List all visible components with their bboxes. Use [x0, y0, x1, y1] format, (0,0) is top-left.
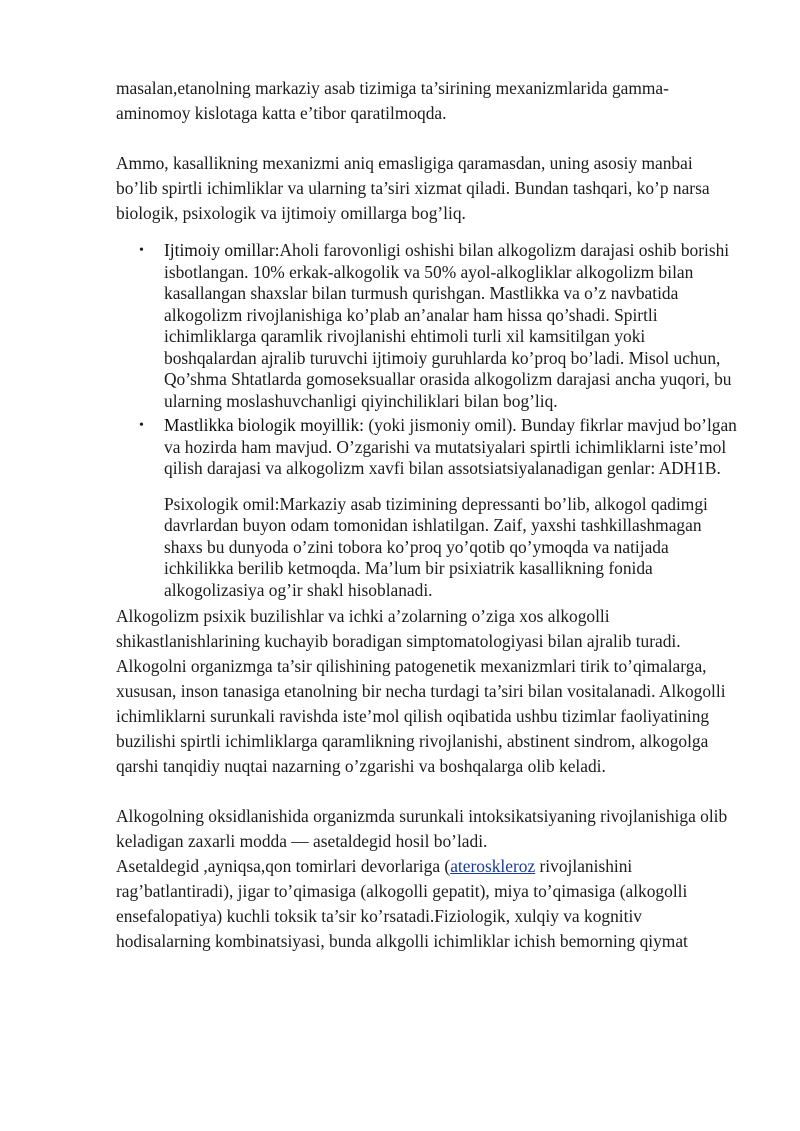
ateroskleroz-link[interactable]: ateroskleroz: [450, 856, 536, 876]
paragraph-2: Ammo, kasallikning mexanizmi aniq emasligiga qaramasdan, uning asosiy manbai bo’lib spirtli ichimliklar va ularning ta’siri xizmat qiladi. Bundan tashqari, ko’p narsa biologik, psixologik va ijtimoiy omillarga bog’liq.: [116, 153, 710, 223]
spacer: [116, 480, 738, 494]
paragraph-4: Alkogolning oksidlanishida organizmda surunkali intoksikatsiyaning rivojlanishiga olib keladigan zaxarli modda — asetaldegid hosil bo’ladi.: [116, 806, 728, 851]
spacer: [116, 779, 738, 804]
paragraph-5: [116, 854, 738, 954]
bullet-lead: Mastlikka biologik moyillik:: [164, 415, 364, 435]
bullet-text: Aholi farovonligi oshishi bilan alkogolizm darajasi oshib borishi isbotlangan. 10% erkak-alkogolik va 50% ayol-alkogliklar alkogolizm bilan kasallangan shaxslar bilan turmush qurishgan. Mastlikka va o’z navbatida alkogolizm rivojlanishiga ko’plab an’analar ham hissa qo’shadi. Spirtli ichimliklarga qaramlik rivojlanishi ehtimoli turli xil kamsitilgan yoki boshqalardan ajralib turuvchi ijtimoiy guruhlarda ko’proq bo’ladi. Misol uchun, Qo’shma Shtatlarda gomoseksuallar orasida alkogolizm darajasi ancha yuqori, bu ularning moslashuvchanligi qiyinchiliklari bilan bog’liq.: [164, 240, 732, 411]
bullet-list: [116, 240, 738, 480]
paragraph-3: Alkogolizm psixik buzilishlar va ichki a’zolarning o’ziga xos alkogolli shikastlanishlarining kuchayib boradigan simptomatologiyasi bilan ajralib turadi. Alkogolni organizmga ta’sir qilishining patogenetik mexanizmlari tirik to’qimalarga, xususan, inson tanasiga etanolning bir necha turdagi ta’siri bilan vositalanadi. Alkogolli ichimliklarni surunkali ravishda iste’mol qilish oqibatida ushbu tizimlar faoliyatining buzilishi spirtli ichimliklarga qaramlikning rivojlanishi, abstinent sindrom, alkogolga qarshi tanqidiy nuqtai nazarning o’zgarishi va boshqalarga olib keladi.: [116, 606, 726, 776]
paragraph-5-start: Asetaldegid ,ayniqsa,qon tomirlari devorlariga (: [116, 856, 451, 876]
bullet-icon: •: [139, 418, 144, 433]
paragraph-5-end: rivojlanishini rag’batlantiradi), jigar to’qimasiga (alkogolli gepatit), miya to’qimasiga (alkogolli ensefalopatiya) kuchli toksik ta’sir ko’rsatadi.Fiziologik, xulqiy va kognitiv hodisalarning kombinatsiyasi, bunda alkgolli ichimliklar ichish bemorning qiymat: [116, 856, 688, 951]
bullet-item: [116, 240, 738, 412]
bullet-text: (yoki jismoniy omil). Bunday fikrlar mavjud bo’lgan va hozirda ham mavjud. O’zgarishi va mutatsiyalari spirtli ichimliklarni iste’mol qilish darajasi va alkogolizm xavfi bilan assotsiatsiyalanadigan genlar: ADH1B.: [164, 415, 737, 478]
bullet-lead: Ijtimoiy omillar:: [164, 240, 280, 260]
spacer: [116, 126, 738, 151]
bullet-item: [116, 415, 738, 480]
paragraph-1: masalan,etanolning markaziy asab tizimiga ta’sirining mexanizmlarida gamma-aminomoy kislotaga katta e’tibor qaratilmoqda.: [116, 78, 669, 123]
spacer: [116, 226, 738, 240]
psixologik-paragraph: Psixologik omil:Markaziy asab tizimining depressanti bo’lib, alkogol qadimgi davrlardan buyon odam tomonidan ishlatilgan. Zaif, yaxshi tashkillashmagan shaxs bu dunyoda o’zini tobora ko’proq yo’qotib qo’ymoqda va natijada ichkilikka berilib ketmoqda. Ma’lum bir psixiatrik kasallikning fonida alkogolizasiya og’ir shakl hisoblanadi.: [164, 493, 708, 600]
bullet-icon: •: [139, 243, 144, 258]
